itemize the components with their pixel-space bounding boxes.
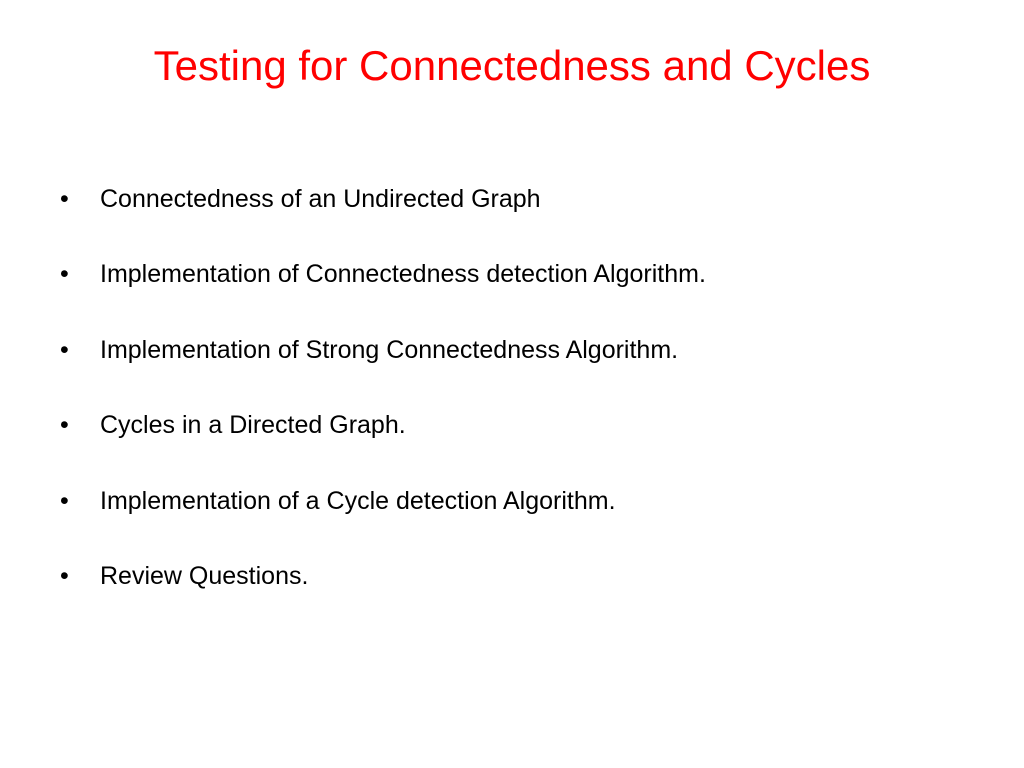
bullet-list [0, 178, 1024, 630]
bullet-icon: • [60, 260, 69, 289]
bullet-text: Cycles in a Directed Graph. [100, 411, 406, 440]
bullet-text: Review Questions. [100, 561, 309, 590]
bullet-item [0, 555, 1024, 630]
bullet-text: Implementation of Connectedness detection Algorithm. [100, 260, 706, 289]
bullet-text: Connectedness of an Undirected Graph [100, 185, 541, 213]
bullet-icon: • [60, 411, 69, 440]
bullet-icon: • [60, 335, 69, 364]
bullet-icon: • [60, 486, 69, 515]
bullet-item [0, 329, 1024, 404]
bullet-item [0, 480, 1024, 555]
bullet-icon: • [60, 185, 69, 213]
slide-title: Testing for Connectedness and Cycles [153, 42, 871, 89]
bullet-text: Implementation of Strong Connectedness Algorithm. [100, 335, 679, 364]
bullet-text: Implementation of a Cycle detection Algorithm. [100, 486, 616, 515]
bullet-item [0, 178, 1024, 253]
bullet-icon: • [60, 561, 69, 590]
bullet-item [0, 404, 1024, 479]
bullet-item [0, 253, 1024, 328]
